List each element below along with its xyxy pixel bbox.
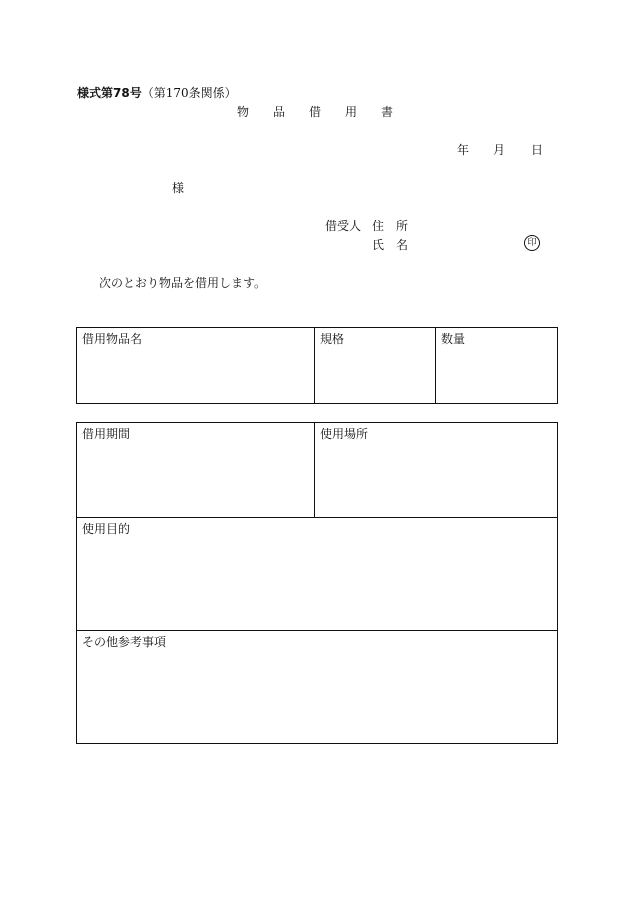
date-month: 月: [493, 143, 506, 157]
other-label: その他参考事項: [82, 635, 167, 649]
spec-cell[interactable]: [315, 328, 436, 404]
usage-table: [76, 422, 558, 744]
seal-mark-icon: 印: [524, 235, 540, 251]
item-table: [76, 327, 558, 404]
period-label: 借用期間: [82, 427, 131, 441]
addressee-suffix: 様: [172, 181, 185, 195]
item-name-cell[interactable]: [77, 328, 315, 404]
form-number: [77, 84, 237, 101]
title-char: 借: [309, 105, 322, 119]
quantity-label: 数量: [441, 332, 466, 346]
name-label: 氏 名: [372, 238, 409, 252]
form-relation: （第170条関係）: [141, 86, 237, 100]
title-char: 用: [345, 105, 358, 119]
other-cell[interactable]: [77, 631, 558, 744]
title-char: 物: [237, 105, 250, 119]
intro-text: 次のとおり物品を借用します。: [99, 276, 267, 290]
date-day: 日: [531, 143, 544, 157]
place-label: 使用場所: [320, 427, 369, 441]
borrower-label: 借受人: [325, 219, 362, 233]
purpose-label: 使用目的: [82, 522, 131, 536]
date-year: 年: [457, 143, 470, 157]
date-line: [457, 141, 543, 158]
form-number-main: 様式第78号: [77, 86, 142, 100]
period-cell[interactable]: [77, 423, 315, 518]
spec-label: 規格: [320, 332, 345, 346]
title-char: 書: [381, 105, 394, 119]
title-char: 品: [273, 105, 286, 119]
address-label: 住 所: [372, 219, 409, 233]
item-name-label: 借用物品名: [82, 332, 143, 346]
document-title: [237, 103, 417, 120]
place-cell[interactable]: [315, 423, 558, 518]
quantity-cell[interactable]: [436, 328, 558, 404]
purpose-cell[interactable]: [77, 518, 558, 631]
